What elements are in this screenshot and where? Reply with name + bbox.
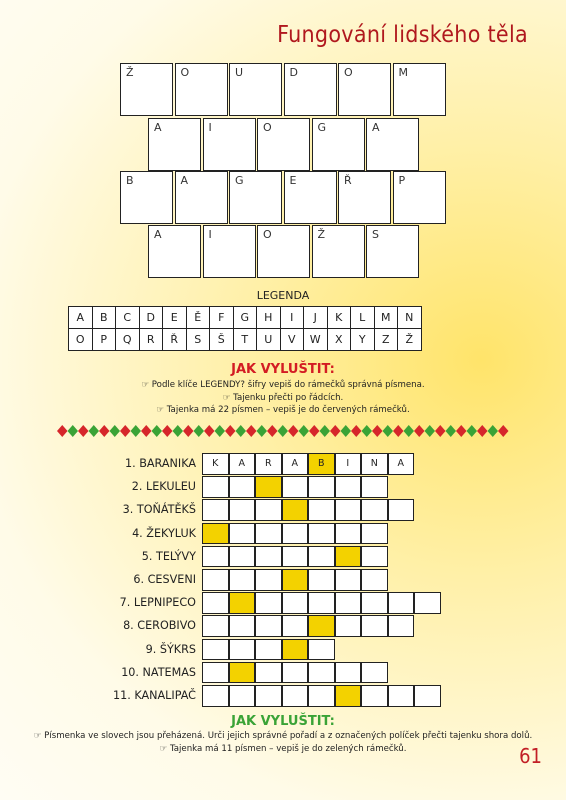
zigzag-diamond [435, 425, 446, 437]
zigzag-diamond [89, 425, 100, 437]
cipher-cell[interactable] [312, 118, 365, 171]
cipher-letter: Ř [344, 174, 352, 187]
answer-cell[interactable] [361, 499, 388, 521]
zigzag-diamond [309, 425, 320, 437]
answer-cell[interactable] [255, 499, 282, 521]
answer-cell[interactable] [308, 476, 335, 498]
answer-cell[interactable] [335, 592, 362, 614]
zigzag-diamond [120, 425, 131, 437]
answer-cell[interactable] [255, 639, 282, 661]
zigzag-diamond [194, 425, 205, 437]
answer-cell[interactable] [388, 685, 415, 707]
answer-cell[interactable] [308, 569, 335, 591]
legend-cell: W [304, 329, 328, 351]
legend-cell: A [69, 307, 93, 329]
zigzag-diamond [99, 425, 110, 437]
highlighted-answer-cell[interactable] [282, 499, 309, 521]
answer-cell[interactable] [255, 523, 282, 545]
cipher-letter: A [180, 174, 189, 187]
answer-cell[interactable] [282, 523, 309, 545]
cipher-cell[interactable] [257, 225, 310, 278]
puzzle-word-label: 5. TELÝVY [141, 549, 196, 563]
zigzag-diamond [404, 425, 415, 437]
puzzle-word-label: 1. BARANIKA [125, 457, 196, 470]
answer-cell[interactable]: A [388, 453, 415, 475]
legend-cell: X [327, 329, 351, 351]
zigzag-divider [57, 425, 512, 437]
legend-table [68, 306, 422, 351]
legend-cell: Ě [186, 307, 210, 329]
answer-cell[interactable] [308, 499, 335, 521]
answer-cell[interactable]: N [361, 453, 388, 475]
legend-title: LEGENDA [256, 289, 310, 302]
answer-cell[interactable]: A [229, 453, 256, 475]
legend-cell: U [257, 329, 281, 351]
zigzag-diamond [162, 425, 173, 437]
instruction-line: ☞ Tajenka má 22 písmen – vepiš je do červených rámečků. [156, 405, 410, 415]
legend-cell: E [163, 307, 187, 329]
zigzag-diamond [204, 425, 215, 437]
zigzag-diamond [341, 425, 352, 437]
cipher-cell[interactable] [338, 63, 391, 116]
answer-cell[interactable] [308, 546, 335, 568]
cipher-cell[interactable] [229, 171, 282, 224]
answer-cell[interactable] [335, 569, 362, 591]
puzzle-word-label: 11. KANALIPAČ [113, 689, 196, 702]
cipher-cell[interactable] [148, 118, 201, 171]
answer-cell[interactable] [282, 662, 309, 684]
cipher-letter: O [263, 121, 272, 134]
cipher-cell[interactable] [284, 63, 337, 116]
answer-cell[interactable]: R [255, 453, 282, 475]
legend-cell: O [69, 329, 93, 351]
cipher-cell[interactable] [284, 171, 337, 224]
highlighted-answer-cell[interactable] [202, 523, 229, 545]
legend-cell: L [351, 307, 375, 329]
legend-cell: Š [210, 329, 234, 351]
zigzag-diamond [225, 425, 236, 437]
cipher-cell[interactable] [366, 225, 419, 278]
cipher-cell[interactable] [175, 63, 228, 116]
zigzag-diamond [299, 425, 310, 437]
legend-cell: K [327, 307, 351, 329]
highlighted-answer-cell[interactable] [335, 546, 362, 568]
legend-cell: C [116, 307, 140, 329]
answer-cell[interactable] [255, 592, 282, 614]
highlighted-answer-cell[interactable] [282, 569, 309, 591]
legend-cell: Z [374, 329, 398, 351]
answer-cell[interactable] [202, 662, 229, 684]
zigzag-diamond [215, 425, 226, 437]
zigzag-diamond [372, 425, 383, 437]
cipher-cell[interactable] [366, 118, 419, 171]
zigzag-diamond [288, 425, 299, 437]
zigzag-diamond [78, 425, 89, 437]
highlighted-answer-cell[interactable]: B [308, 453, 335, 475]
answer-cell[interactable] [229, 523, 256, 545]
answer-cell[interactable] [414, 685, 441, 707]
answer-cell[interactable] [282, 685, 309, 707]
zigzag-diamond [236, 425, 247, 437]
cipher-letter: S [372, 228, 379, 241]
highlighted-answer-cell[interactable] [308, 615, 335, 637]
answer-cell[interactable] [308, 685, 335, 707]
cipher-cell[interactable] [312, 225, 365, 278]
cipher-cell[interactable] [120, 171, 173, 224]
legend-cell: P [92, 329, 116, 351]
zigzag-diamond [477, 425, 488, 437]
cipher-cell[interactable] [175, 171, 228, 224]
puzzle-word-label: 9. ŠÝKRS [145, 642, 196, 656]
zigzag-diamond [425, 425, 436, 437]
legend-cell: G [233, 307, 257, 329]
highlighted-answer-cell[interactable] [229, 662, 256, 684]
answer-cell[interactable] [229, 639, 256, 661]
answer-cell[interactable] [335, 615, 362, 637]
puzzle-word-label: 8. CEROBIVO [123, 619, 196, 633]
zigzag-diamond [414, 425, 425, 437]
zigzag-diamond [467, 425, 478, 437]
legend-cell: J [304, 307, 328, 329]
highlighted-answer-cell[interactable] [255, 476, 282, 498]
puzzle-word-label: 7. LEPNIPECO [119, 596, 196, 610]
cipher-letter: Ž [317, 228, 326, 241]
zigzag-diamond [362, 425, 373, 437]
highlighted-answer-cell[interactable] [335, 685, 362, 707]
answer-cell[interactable] [361, 685, 388, 707]
answer-cell[interactable] [361, 546, 388, 568]
zigzag-diamond [498, 425, 509, 437]
cipher-letter: U [235, 66, 244, 79]
cipher-cell[interactable] [393, 171, 446, 224]
zigzag-diamond [141, 425, 152, 437]
cipher-letter: P [398, 174, 406, 187]
zigzag-diamond [267, 425, 278, 437]
highlighted-answer-cell[interactable] [282, 639, 309, 661]
answer-cell[interactable]: K [202, 453, 229, 475]
legend-row [69, 329, 422, 351]
cipher-cell[interactable] [148, 225, 201, 278]
answer-cell[interactable]: I [335, 453, 362, 475]
zigzag-diamond [152, 425, 163, 437]
cipher-letter: A [372, 121, 380, 134]
legend-cell: Y [351, 329, 375, 351]
puzzle-word-label: 6. CESVENI [133, 573, 196, 586]
answer-cell[interactable] [229, 476, 256, 498]
zigzag-diamond [383, 425, 394, 437]
answer-cell[interactable] [202, 615, 229, 637]
answer-cell[interactable] [282, 592, 309, 614]
answer-cell[interactable] [202, 639, 229, 661]
answer-cell[interactable]: A [282, 453, 309, 475]
puzzle-word-label: 3. TOŇÁTĚKŠ [122, 503, 196, 517]
cipher-cell[interactable] [203, 225, 256, 278]
cipher-letter: O [180, 66, 190, 79]
zigzag-diamond [246, 425, 257, 437]
cipher-letter: Ž [126, 66, 134, 79]
legend-cell: S [186, 329, 210, 351]
cipher-cell[interactable] [393, 63, 446, 116]
answer-cell[interactable] [388, 615, 415, 637]
zigzag-diamond [320, 425, 331, 437]
answer-cell[interactable] [361, 569, 388, 591]
legend-cell: I [280, 307, 304, 329]
answer-cell[interactable] [388, 592, 415, 614]
answer-cell[interactable] [308, 592, 335, 614]
legend-cell: D [139, 307, 163, 329]
puzzle-word-label: 4. ŽEKYLUK [132, 526, 196, 540]
answer-cell[interactable] [308, 639, 335, 661]
page-number: 61 [519, 744, 542, 768]
answer-cell[interactable] [335, 499, 362, 521]
instructions-heading: JAK VYLUŠTIT: [231, 362, 335, 377]
cipher-letter: A [154, 228, 162, 241]
instruction-line: ☞ Tajenku přečti po řádcích. [222, 392, 344, 403]
zigzag-diamond [278, 425, 289, 437]
instruction-line: ☞ Podle klíče LEGENDY? šifry vepiš do rámečků správná písmena. [141, 380, 425, 390]
answer-cell[interactable] [414, 592, 441, 614]
legend-cell: N [398, 307, 422, 329]
cipher-letter: I [208, 228, 212, 241]
answer-cell[interactable] [335, 662, 362, 684]
answer-cell[interactable] [255, 685, 282, 707]
highlighted-answer-cell[interactable] [229, 592, 256, 614]
puzzle-word-label: 2. LEKULEU [131, 480, 196, 494]
legend-cell: M [374, 307, 398, 329]
answer-cell[interactable] [282, 476, 309, 498]
answer-cell[interactable] [229, 685, 256, 707]
cipher-letter: E [289, 174, 297, 187]
cipher-letter: M [398, 66, 408, 79]
page-title: Fungování lidského těla [277, 22, 528, 48]
zigzag-diamond [173, 425, 184, 437]
cipher-cell[interactable] [203, 118, 256, 171]
answer-cell[interactable] [229, 569, 256, 591]
answer-cell[interactable] [229, 499, 256, 521]
legend-cell: V [280, 329, 304, 351]
legend-row [69, 307, 422, 329]
zigzag-diamond [330, 425, 341, 437]
answer-cell[interactable] [229, 615, 256, 637]
cipher-letter: A [154, 121, 162, 134]
cipher-letter: O [263, 228, 272, 241]
answer-cell[interactable] [202, 546, 229, 568]
legend-cell: H [257, 307, 281, 329]
answer-cell[interactable] [335, 523, 362, 545]
zigzag-diamond [456, 425, 467, 437]
zigzag-diamond [57, 425, 68, 437]
legend-cell: Q [116, 329, 140, 351]
answer-cell[interactable] [282, 615, 309, 637]
cipher-cell[interactable] [338, 171, 391, 224]
instruction-line: ☞ Tajenka má 11 písmen – vepiš je do zelených rámečků. [159, 743, 407, 754]
zigzag-diamond [257, 425, 268, 437]
legend-cell: Ž [398, 329, 422, 351]
answer-cell[interactable] [202, 592, 229, 614]
cipher-letter: G [235, 174, 244, 187]
instructions-cipher [0, 362, 566, 417]
answer-cell[interactable] [202, 476, 229, 498]
answer-cell[interactable] [229, 546, 256, 568]
cipher-letter: I [208, 121, 212, 134]
cipher-cell[interactable] [257, 118, 310, 171]
answer-cell[interactable] [202, 569, 229, 591]
answer-cell[interactable] [202, 685, 229, 707]
instruction-line: ☞ Písmenka ve slovech jsou přeházená. Urči jejich správné pořadí a z označených políček přečti tajenku shora dolů. [33, 731, 533, 741]
legend-cell: T [233, 329, 257, 351]
instructions-anagram [0, 714, 566, 755]
cipher-letter: O [344, 66, 353, 79]
zigzag-diamond [351, 425, 362, 437]
cipher-letter: B [126, 174, 134, 187]
answer-cell[interactable] [202, 499, 229, 521]
cipher-cell[interactable] [120, 63, 173, 116]
zigzag-diamond [393, 425, 404, 437]
cipher-letter: G [317, 121, 327, 134]
answer-cell[interactable] [308, 523, 335, 545]
cipher-letter: D [289, 66, 298, 79]
zigzag-diamond [68, 425, 79, 437]
answer-cell[interactable] [335, 476, 362, 498]
instructions-heading: JAK VYLUŠTIT: [231, 714, 335, 729]
answer-cell[interactable] [255, 662, 282, 684]
answer-cell[interactable] [361, 592, 388, 614]
legend-cell: Ř [163, 329, 187, 351]
answer-cell[interactable] [255, 615, 282, 637]
answer-cell[interactable] [255, 546, 282, 568]
zigzag-diamond [446, 425, 457, 437]
puzzle-word-label: 10. NATEMAS [121, 665, 196, 679]
zigzag-diamond [131, 425, 142, 437]
answer-cell[interactable] [361, 523, 388, 545]
zigzag-diamond [110, 425, 121, 437]
answer-cell[interactable] [388, 499, 415, 521]
legend-cell: F [210, 307, 234, 329]
answer-cell[interactable] [361, 476, 388, 498]
cipher-cell[interactable] [229, 63, 282, 116]
answer-cell[interactable] [361, 662, 388, 684]
answer-cell[interactable] [308, 662, 335, 684]
legend-cell: R [139, 329, 163, 351]
legend-cell: B [92, 307, 116, 329]
zigzag-diamond [488, 425, 499, 437]
answer-cell[interactable] [255, 569, 282, 591]
zigzag-diamond [183, 425, 194, 437]
answer-cell[interactable] [282, 546, 309, 568]
answer-cell[interactable] [361, 615, 388, 637]
